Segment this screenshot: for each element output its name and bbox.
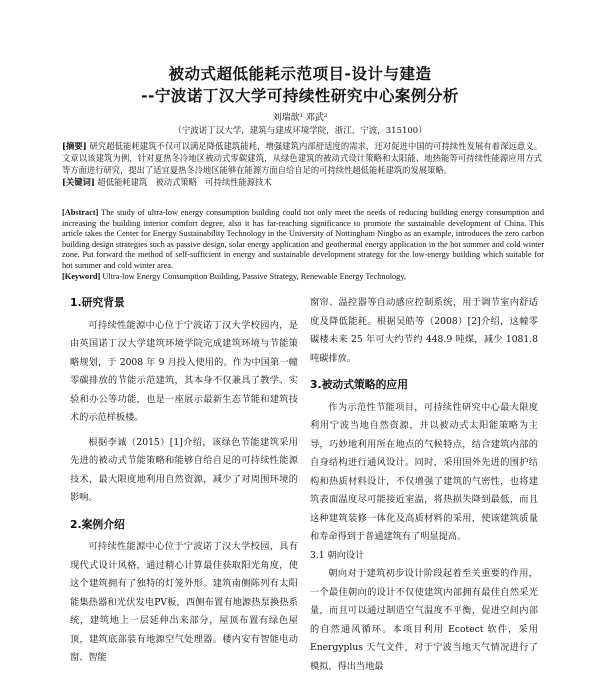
- keywords-cn-text: 超低能耗建筑 被动式策略 可持续性能源技术: [97, 177, 272, 188]
- body-column-left: [70, 294, 298, 668]
- section-heading: 1.研究背景: [70, 296, 125, 309]
- keywords-en-label: [Keyword]: [62, 271, 101, 281]
- abstract-cn-text: 研究超低能耗建筑不仅可以满足降低建筑能耗，增强建筑内部舒适度的需求，还对促进中国的可持续性发展有着深远意义。文章以该建筑为例，针对夏热冬冷地区被动式零碳建筑，从绿色建筑的被动式设计策略和太阳能、地热能等可持续性能源应用方式等方面进行研究，提出了适宜夏热冬冷地区能够在能源方面自给自足的可持续性超低能耗建筑的发展策略。: [62, 141, 542, 175]
- paragraph: 根据李诚（2015）[1]介绍，该绿色节能建筑采用先进的被动式节能策略和能够自给自足的可持续性能源技术，最大限度地利用自然资源，减少了对周围环境的影响。: [70, 436, 298, 503]
- abstract-cn-label: [摘要]: [62, 141, 87, 151]
- paragraph: 可持续性能源中心位于宁波诺丁汉大学校园，具有现代式设计风格，通过精心计算最佳获取阳光角度，使这个建筑拥有了独特的灯笼外形。建筑南侧陈列有太阳能集热器和光伏发电PV板，西侧布置有地源热泵换热系统，建筑地上一层延伸出来部分，屋顶布置有绿色屋顶，建筑底部装有地源空气处理器。楼内安有智能电动窗、智能: [70, 541, 298, 663]
- section-heading: 3.被动式策略的应用: [310, 378, 408, 391]
- author-list: 刘瑞歆¹ 邓武²: [272, 113, 328, 123]
- keywords-en-text: Ultra-low Energy Consumption Building, Passive Strategy, Renewable Energy Technology,: [102, 271, 406, 281]
- section-heading: 2.案例介绍: [70, 517, 125, 531]
- body-column-right: [310, 294, 538, 676]
- abstract-en-text: The study of ultra-low energy consumption building could not only meet the needs of reducing building energy consumption and increasing the building interior comfort degree, also it has far-reaching significance to promote the sustainable development of China. This article takes the Center for Energy Sustainability Technology in the University of Nottingham Ningbo as an example, introduces the zero carbon building design strategies such as passive design, solar energy application and geothermal energy application in the hot summer and cold winter zone. Put forward the method of self-sufficient in energy and sustainable development strategy for the low-energy building which suitable for hot summer and cold winter area.: [62, 208, 544, 270]
- keywords-cn-label: [关键词]: [62, 177, 95, 188]
- abstract-chinese: [62, 141, 542, 189]
- paper-subtitle: --宁波诺丁汉大学可持续性研究中心案例分析: [141, 87, 459, 105]
- paragraph: 可持续性能源中心位于宁波诺丁汉大学校园内，是由英国诺丁汉大学建筑环境学院完成建筑环境与节能策略规划，于 2008 年 9 月投入使用的。作为中国第一幢零碳排放的节能示范建筑，其本身不仅兼具了教学、实验和办公等功能，也是一座展示最新生态节能和建筑技术的示范样板楼。: [70, 319, 298, 423]
- paper-title: 被动式超低能耗示范项目-设计与建造: [168, 65, 432, 83]
- abstract-en-label: [Abstract]: [62, 208, 99, 217]
- paragraph: 作为示范性节能项目，可持续性研究中心最大限度利用宁波当地自然资源，并以被动式太阳能策略为主导，巧妙地利用所在地点的气候特点，结合建筑内部的自身结构进行通风设计。同时，采用国外先进的围护结构和热质材料设计，不仅增强了建筑的气密性，也将建筑表面温度尽可能接近室温，将热损失降到最低，而且这种建筑装修一体化及高质材料的采用，使该建筑质量和寿命得到于普通建筑有了明显提高。: [310, 401, 538, 542]
- paragraph-continued: 窗帘、温控器等自动感应控制系统，用于调节室内舒适度及降低能耗。根据吴皓等（2008）[2]介绍，这幢零碳楼未来 25 年可大约节约 448.9 吨煤，减少 1081.8 吨碳排放。: [310, 297, 538, 364]
- affiliation: （宁波诺丁汉大学，建筑与建成环境学院，浙江，宁波，315100）: [173, 126, 427, 136]
- paragraph: 朝向对于建筑初步设计阶段起着至关重要的作用，一个最佳朝向的设计不仅使建筑内部拥有最佳自然采光量，而且可以通过制造空气温度不平衡，促进空间内部的自然通风循环。本项目利用 Ecotect 软件，采用 Energyplus 天气文件，对于宁波当地天气情况进行了模拟，得出当地最: [310, 568, 538, 672]
- subsection-heading: 3.1 朝向设计: [310, 549, 365, 561]
- abstract-english: [62, 208, 544, 282]
